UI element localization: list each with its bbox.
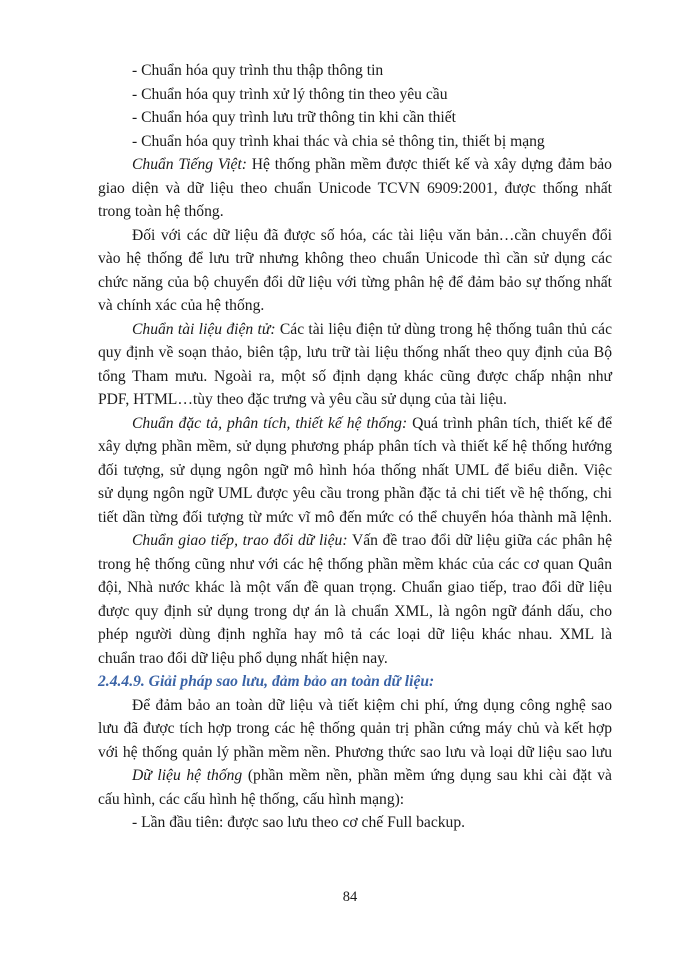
- paragraph-label: Chuẩn đặc tả, phân tích, thiết kế hệ thống:: [132, 414, 408, 432]
- text-line: tiết dần từng đối tượng từ mức vĩ mô đến mức có thể chuyển hóa thành mã lệnh.: [98, 508, 612, 526]
- text-line: với hệ thống quản lý phần mềm nền. Phương thức sao lưu và loại dữ liệu sao lưu: [98, 743, 612, 761]
- text-line: đội, Nhà nước khác là một vấn đề quan trọng. Chuẩn giao tiếp, trao đổi dữ liệu: [98, 579, 612, 596]
- bullet-item: - Chuẩn hóa quy trình lưu trữ thông tin khi cần thiết: [132, 109, 456, 126]
- text-line: (phần mềm nền, phần mềm ứng dụng sau khi cài đặt và: [247, 767, 612, 784]
- paragraph-chuan-giao-tiep: [98, 529, 612, 670]
- bullet-item: - Chuẩn hóa quy trình xử lý thông tin theo yêu cầu: [132, 85, 448, 103]
- text-line: Đối với các dữ liệu đã được số hóa, các tài liệu văn bản…cần chuyển đổi: [132, 226, 612, 244]
- text-line: sử dụng ngôn ngữ UML được yêu cầu trong phần đặc tả chi tiết về hệ thống, chi: [98, 485, 612, 502]
- text-line: chức năng của bộ chuyển đổi dữ liệu với từng phân hệ để đảm bảo sự thống nhất: [98, 273, 612, 291]
- paragraph-chuyen-doi: [98, 224, 612, 318]
- text-line: trong hệ thống cũng như với các hệ thống phần mềm khác của các cơ quan Quân: [98, 555, 612, 573]
- page-body: [98, 59, 612, 835]
- bullet-item: - Chuẩn hóa quy trình thu thập thông tin: [132, 62, 384, 79]
- text-line: lưu đã được tích hợp trong các hệ thống quản trị phần cứng máy chủ và kết hợp: [98, 720, 612, 737]
- text-line: Vấn đề trao đổi dữ liệu giữa các phân hệ: [351, 532, 612, 549]
- paragraph-chuan-tieng-viet: [98, 153, 612, 224]
- text-line: PDF, HTML…tùy theo đặc trưng và yêu cầu sử dụng của tài liệu.: [98, 391, 507, 408]
- text-line: quy định về soạn thảo, biên tập, lưu trữ tài liệu thống nhất theo quy định của Bộ: [98, 344, 612, 361]
- paragraph-du-lieu-he-thong: [98, 764, 612, 811]
- paragraph-label: Dữ liệu hệ thống: [132, 767, 243, 784]
- text-line: vào hệ thống để lưu trữ nhưng không theo chuẩn Unicode thì cần sử dụng các: [98, 250, 612, 267]
- paragraph-label: Chuẩn Tiếng Việt:: [132, 156, 247, 173]
- text-line: đối tượng, sử dụng ngôn ngữ mô hình hóa thống nhất UML để biểu diễn. Việc: [98, 461, 612, 479]
- text-line: trong toàn hệ thống.: [98, 203, 224, 220]
- paragraph-sao-luu: [98, 694, 612, 765]
- text-line: tổng Tham mưu. Ngoài ra, một số định dạng khác cũng được chấp nhận như: [98, 367, 612, 385]
- page-number: 84: [342, 889, 358, 905]
- text-line: phép người dùng định nghĩa hay mô tả các loại dữ liệu khác nhau. XML là: [98, 626, 612, 643]
- section-heading: 2.4.4.9. Giải pháp sao lưu, đảm bảo an toàn dữ liệu:: [98, 673, 435, 690]
- text-line: xây dựng phần mềm, sử dụng phương pháp phân tích và thiết kế hệ thống hướng: [98, 438, 612, 455]
- paragraph-label: Chuẩn tài liệu điện tử:: [132, 320, 276, 338]
- bullet-item: - Lần đầu tiên: được sao lưu theo cơ chế Full backup.: [132, 814, 466, 831]
- text-line: cấu hình, các cấu hình hệ thống, cấu hình mạng):: [98, 790, 405, 808]
- text-line: chuẩn trao đổi dữ liệu phổ dụng nhất hiện nay.: [98, 649, 388, 667]
- text-line: Quá trình phân tích, thiết kế để: [412, 414, 612, 432]
- text-line: Để đảm bảo an toàn dữ liệu và tiết kiệm chi phí, ứng dụng công nghệ sao: [132, 696, 612, 714]
- bullet-item: - Chuẩn hóa quy trình khai thác và chia sẻ thông tin, thiết bị mạng: [132, 132, 545, 150]
- text-line: giao diện và dữ liệu theo chuẩn Unicode TCVN 6909:2001, được thống nhất: [98, 179, 612, 197]
- paragraph-chuan-dac-ta: [98, 412, 612, 530]
- paragraph-label: Chuẩn giao tiếp, trao đổi dữ liệu:: [132, 532, 348, 549]
- text-line: Hệ thống phần mềm được thiết kế và xây dựng đảm bảo: [251, 156, 612, 173]
- text-line: Các tài liệu điện tử dùng trong hệ thống tuân thủ các: [279, 320, 613, 338]
- text-line: và chính xác của hệ thống.: [98, 297, 265, 314]
- paragraph-chuan-tai-lieu: [98, 318, 612, 412]
- text-line: được quy định sử dụng trong dự án là chuẩn XML, là ngôn ngữ đánh dấu, cho: [98, 602, 612, 620]
